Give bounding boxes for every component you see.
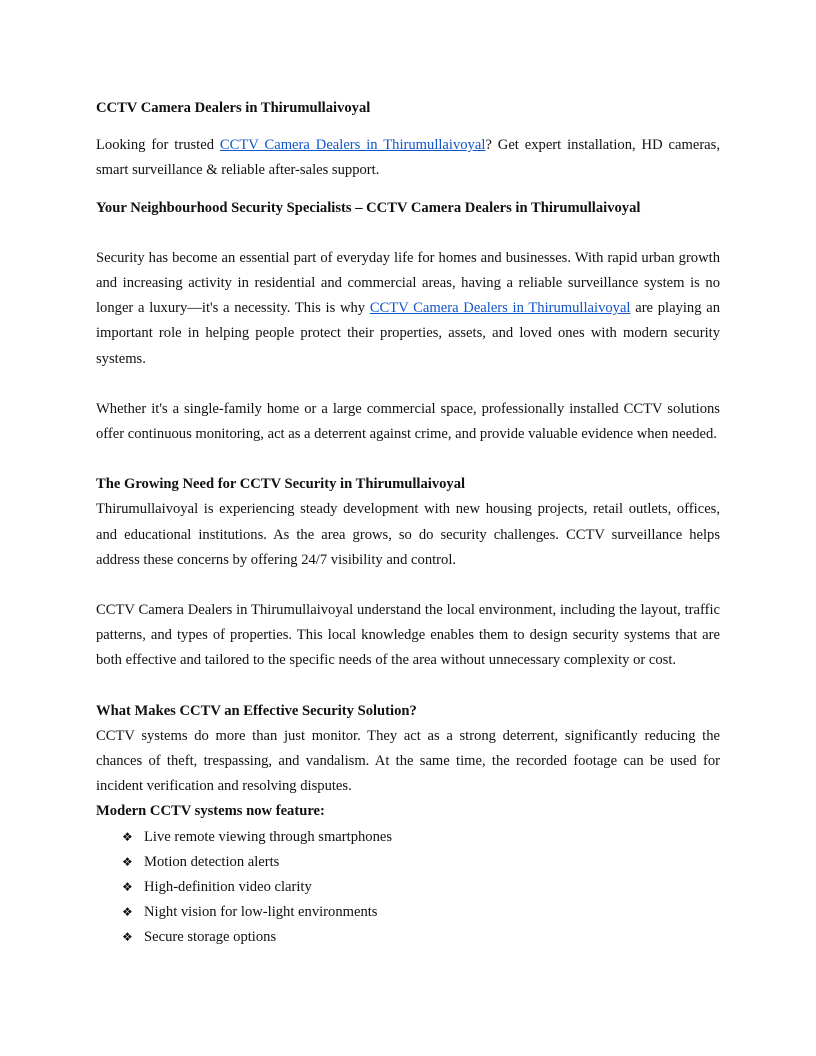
feature-text: Live remote viewing through smartphones bbox=[144, 828, 393, 845]
diamond-bullet-icon: ❖ bbox=[122, 854, 133, 869]
para1-dealers-link[interactable]: CCTV Camera Dealers in Thirumullaivoyal bbox=[369, 300, 631, 317]
section-heading-effective: What Makes CCTV an Effective Security Solution? bbox=[96, 702, 417, 719]
intro-text-before: Looking for trusted bbox=[96, 137, 220, 154]
document-page bbox=[96, 96, 720, 951]
features-list bbox=[96, 825, 720, 951]
intro-paragraph bbox=[96, 133, 720, 183]
diamond-bullet-icon: ❖ bbox=[122, 829, 133, 844]
feature-text: Night vision for low-light environments bbox=[144, 904, 378, 921]
paragraph-whether: Whether it's a single-family home or a large commercial space, professionally installed CCTV solutions offer continuous monitoring, act as a deterrent against crime, and provide valuable evidence when needed. bbox=[96, 400, 720, 443]
para1-text-after: are playing an important role in helping people protect their properties, assets, and loved ones with modern security systems. bbox=[96, 300, 721, 367]
diamond-bullet-icon: ❖ bbox=[122, 905, 133, 920]
subheading: Your Neighbourhood Security Specialists – CCTV Camera Dealers in Thirumullaivoyal bbox=[96, 199, 641, 216]
paragraph-local-dealers: CCTV Camera Dealers in Thirumullaivoyal understand the local environment, including the layout, traffic patterns, and types of properties. This local knowledge enables them to design security systems that are both effective and tailored to the specific needs of the area without unnecessary complexity or cost. bbox=[96, 602, 720, 669]
list-item bbox=[122, 850, 720, 875]
paragraph-growing-need: Thirumullaivoyal is experiencing steady development with new housing projects, retail outlets, offices, and educational institutions. As the area grows, so do security challenges. CCTV surveillance helps address these concerns by offering 24/7 visibility and control. bbox=[96, 501, 720, 568]
diamond-bullet-icon: ❖ bbox=[122, 880, 133, 895]
paragraph-effective: CCTV systems do more than just monitor. They act as a strong deterrent, significantly reducing the chances of theft, trespassing, and vandalism. At the same time, the recorded footage can be used for incident verification and resolving disputes. bbox=[96, 727, 720, 795]
para1-text-before: Security has become an essential part of everyday life for homes and businesses. With rapid urban growth and increasing activity in residential and commercial areas, having a reliable surveillance system is no longer a luxury—it's a necessity. This is why bbox=[96, 249, 720, 317]
section-heading-growing-need: The Growing Need for CCTV Security in Thirumullaivoyal bbox=[96, 476, 466, 493]
list-item bbox=[122, 875, 720, 900]
paragraph-security bbox=[96, 246, 720, 372]
list-item bbox=[122, 925, 720, 950]
list-item bbox=[122, 900, 720, 925]
feature-text: High-definition video clarity bbox=[144, 879, 312, 896]
diamond-bullet-icon: ❖ bbox=[122, 930, 133, 945]
intro-text-after: ? Get expert installation, HD cameras, smart surveillance & reliable after-sales support. bbox=[96, 137, 720, 179]
intro-dealers-link[interactable]: CCTV Camera Dealers in Thirumullaivoyal bbox=[219, 137, 486, 154]
feature-text: Motion detection alerts bbox=[144, 853, 280, 870]
list-item bbox=[122, 825, 720, 850]
feature-text: Secure storage options bbox=[144, 929, 277, 946]
features-heading: Modern CCTV systems now feature: bbox=[96, 803, 325, 820]
document-title: CCTV Camera Dealers in Thirumullaivoyal bbox=[96, 100, 371, 116]
